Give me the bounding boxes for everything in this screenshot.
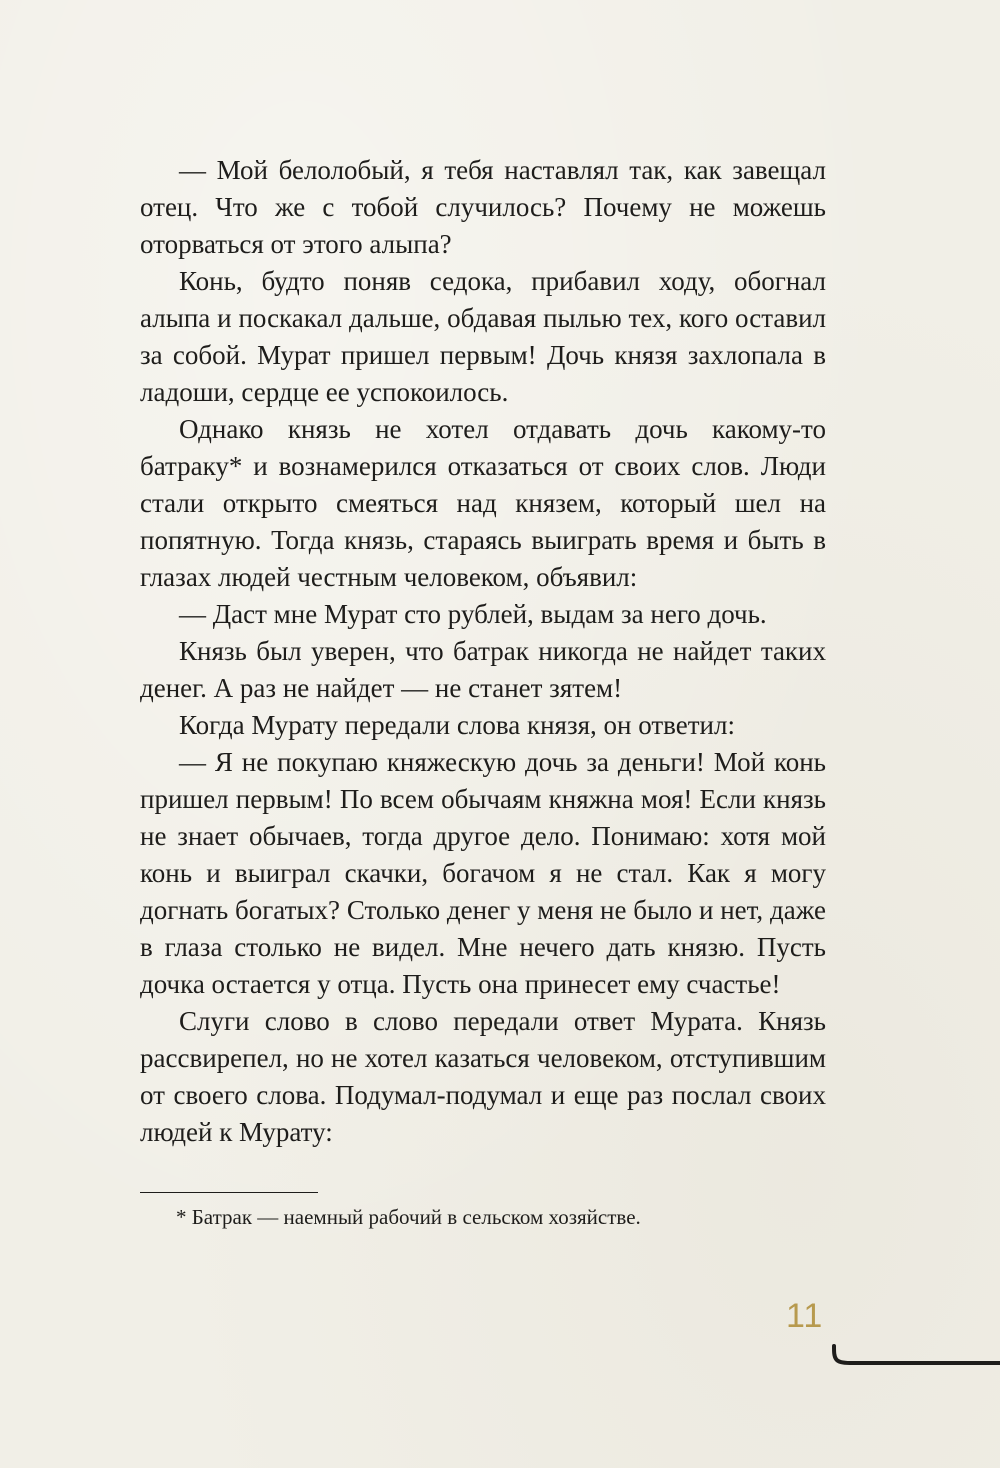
paragraph-7: — Я не покупаю княжескую дочь за деньги! Мой конь пришел первым! По всем обычаям княжна моя! Если князь не знает обычаев, тогда другое дело. Понимаю: хотя мой конь и выиграл скачки, богачом я не стал. Как я могу догнать богатых? Столько денег у меня не было и нет, даже в глаза столько не видел. Мне нечего дать князю. Пусть дочка остается у отца. Пусть она принесет ему счастье! bbox=[140, 747, 826, 999]
paragraph-3: Однако князь не хотел отдавать дочь какому-то батраку* и вознамерился отказаться от своих слов. Люди стали открыто смеяться над князем, который шел на попятную. Тогда князь, стараясь выиграть время и быть в глазах людей честным человеком, объявил: bbox=[140, 414, 826, 592]
paragraph-1: — Мой белолобый, я тебя наставлял так, как завещал отец. Что же с тобой случилось? Почему не можешь оторваться от этого алыпа? bbox=[140, 155, 826, 259]
paragraph-8: Слуги слово в слово передали ответ Мурата. Князь рассвирепел, но не хотел казаться человеком, отступившим от своего слова. Подумал-подумал и еще раз послал своих людей к Мурату: bbox=[140, 1006, 826, 1147]
footnote: * Батрак — наемный рабочий в сельском хозяйстве. bbox=[176, 1205, 641, 1229]
paragraph-5: Князь был уверен, что батрак никогда не найдет таких денег. А раз не найдет — не станет зятем! bbox=[140, 636, 826, 703]
paragraph-2: Конь, будто поняв седока, прибавил ходу, обогнал алыпа и поскакал дальше, обдавая пылью тех, кого оставил за собой. Мурат пришел первым! Дочь князя захлопала в ладоши, сердце ее успокоилось. bbox=[140, 266, 826, 407]
paragraph-4: — Даст мне Мурат сто рублей, выдам за него дочь. bbox=[179, 599, 767, 629]
page-number: 11 bbox=[786, 1297, 824, 1335]
footnote-divider bbox=[140, 1192, 318, 1193]
paragraph-6: Когда Мурату передали слова князя, он ответил: bbox=[179, 710, 735, 740]
body-text bbox=[140, 152, 826, 1151]
corner-decoration bbox=[832, 1344, 1000, 1368]
